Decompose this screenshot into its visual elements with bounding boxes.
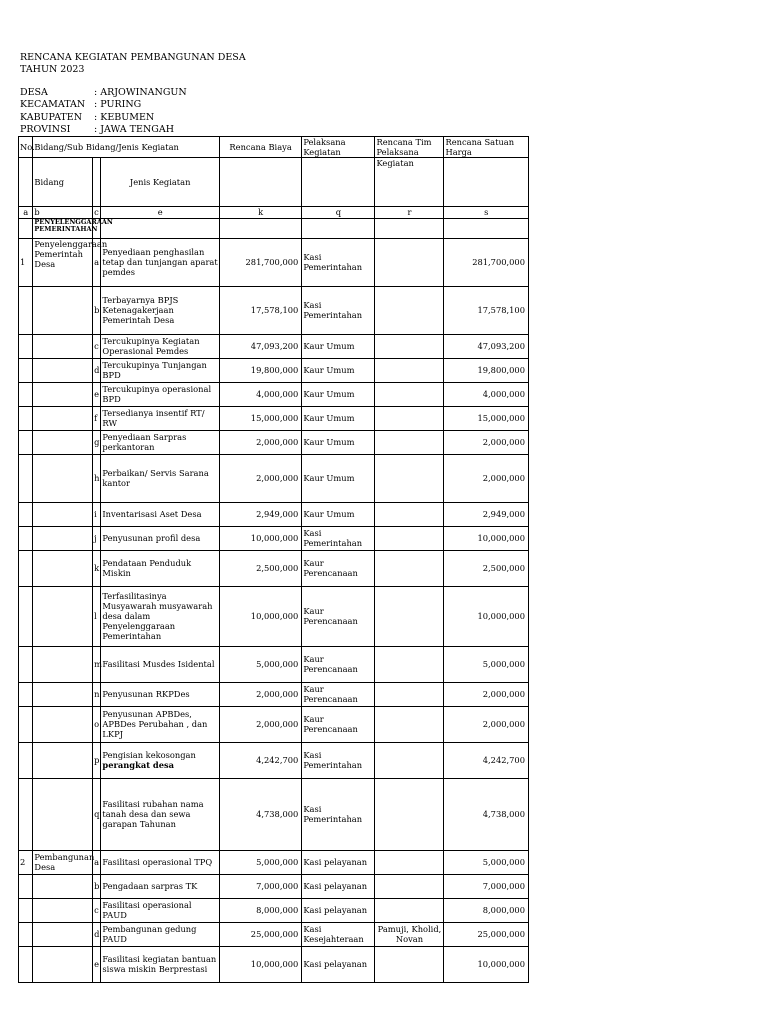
table-row [19,430,529,454]
activity-name-text: Penyusunan APBDes, APBDes Perubahan , dan LKPJ [102,708,208,740]
activity-executor: Kasi Pemerintahan [302,238,375,286]
activity-unit-price: 2,949,000 [444,502,529,526]
empty-cell [19,358,33,382]
table-row [19,946,529,982]
activity-team [375,646,444,682]
sub-letter: g [93,430,101,454]
empty-cell [33,586,93,646]
activity-unit-price: 15,000,000 [444,406,529,430]
info-value: : KEBUMEN [94,111,155,123]
activity-team [375,238,444,286]
section-row [19,218,529,238]
activity-name [101,238,220,286]
activity-cost: 2,000,000 [219,430,301,454]
sub-letter: q [93,778,101,850]
activity-executor: Kasi Pemerintahan [302,526,375,550]
activity-executor: Kasi Pemerintahan [302,778,375,850]
activity-name-bold: perangkat desa [102,760,175,771]
empty-cell [302,218,375,238]
sub-letter: k [93,550,101,586]
activity-unit-price: 5,000,000 [444,850,529,874]
empty-cell [19,502,33,526]
empty-cell [19,382,33,406]
activity-unit-price: 2,500,000 [444,550,529,586]
empty-cell [33,550,93,586]
activity-unit-price: 5,000,000 [444,646,529,682]
info-row-kabupaten [20,112,187,124]
activity-cost: 17,578,100 [219,286,301,334]
sub-letter: n [93,682,101,706]
activity-name [101,850,220,874]
empty-cell [19,430,33,454]
activity-cost: 10,000,000 [219,586,301,646]
activity-unit-price: 10,000,000 [444,526,529,550]
activity-team [375,550,444,586]
activity-name [101,286,220,334]
activity-name-text: Tercukupinya Tunjangan BPD [102,359,207,381]
activity-cost: 2,000,000 [219,706,301,742]
sub-letter: c [93,334,101,358]
activity-cost: 8,000,000 [219,898,301,922]
table-row [19,646,529,682]
info-value: : ARJOWINANGUN [94,87,187,98]
activity-unit-price: 17,578,100 [444,286,529,334]
activity-name-text: Perbaikan/ Servis Sarana kantor [102,467,209,489]
activity-executor: Kaur Umum [302,406,375,430]
empty-cell [33,286,93,334]
code-cell: s [444,207,529,218]
activity-team [375,454,444,502]
activity-name-text: Fasilitasi operasional TPQ [102,857,213,867]
table-row [19,382,529,406]
sub-letter: l [93,586,101,646]
subheader-sub-cell [93,158,101,207]
activity-name-text: Fasilitasi rubahan nama tanah desa dan sewa garapan Tahunan [102,798,204,830]
code-cell: c [93,207,101,218]
table-row [19,586,529,646]
activity-name-text: Terfasilitasinya Musyawarah musyawarah desa dalam Penyelenggaraan Pemerintahan [102,590,213,642]
sub-letter: d [93,922,101,946]
empty-cell [33,334,93,358]
empty-cell [33,358,93,382]
sub-letter: d [93,358,101,382]
activity-name [101,946,220,982]
table-row [19,682,529,706]
empty-cell [19,646,33,682]
activity-cost: 281,700,000 [219,238,301,286]
activity-name-text: Pembangunan gedung PAUD [102,923,197,945]
activity-cost: 4,242,700 [219,742,301,778]
sub-letter: b [93,286,101,334]
activity-team [375,406,444,430]
activity-name-text: Inventarisasi Aset Desa [102,509,202,519]
activity-executor: Kasi pelayanan [302,874,375,898]
group-number: 1 [19,238,33,286]
activity-team [375,850,444,874]
empty-cell [33,742,93,778]
empty-cell [33,502,93,526]
activity-name-text: Penyediaan Sarpras perkantoran [102,431,187,453]
activity-table [18,136,529,983]
activity-team [375,946,444,982]
document-header [20,52,246,76]
table-row [19,742,529,778]
header-no: No. [19,137,33,158]
empty-cell [19,874,33,898]
activity-unit-price: 2,000,000 [444,706,529,742]
activity-executor: Kasi pelayanan [302,946,375,982]
table-header-row [19,137,529,158]
activity-unit-price: 10,000,000 [444,946,529,982]
activity-team [375,778,444,850]
activity-executor: Kasi pelayanan [302,850,375,874]
table-row [19,850,529,874]
code-cell: k [219,207,301,218]
empty-cell [19,454,33,502]
sub-letter: p [93,742,101,778]
activity-name [101,358,220,382]
activity-unit-price: 7,000,000 [444,874,529,898]
activity-team [375,742,444,778]
code-cell: q [302,207,375,218]
info-label: DESA [20,87,48,98]
header-tim-text: Rencana Tim Pelaksana Kegiatan [376,137,432,168]
activity-unit-price: 4,242,700 [444,742,529,778]
empty-cell [19,550,33,586]
activity-name [101,586,220,646]
empty-cell [375,218,444,238]
code-cell: e [101,207,220,218]
header-satuan: Rencana Satuan Harga [444,137,529,158]
activity-cost: 19,800,000 [219,358,301,382]
group-bidang: Penyelenggaraan Pemerintah Desa [33,238,93,286]
activity-name [101,922,220,946]
sub-letter: h [93,454,101,502]
info-value: : JAWA TENGAH [94,123,174,135]
empty-cell [19,286,33,334]
empty-cell [19,706,33,742]
empty-cell [33,646,93,682]
table-row [19,706,529,742]
empty-cell [19,406,33,430]
activity-cost: 2,000,000 [219,454,301,502]
activity-team [375,334,444,358]
table-row [19,874,529,898]
activity-name [101,706,220,742]
empty-cell [19,898,33,922]
activity-cost: 5,000,000 [219,646,301,682]
empty-cell [19,682,33,706]
activity-name [101,454,220,502]
group-number: 2 [19,850,33,874]
table-row [19,922,529,946]
info-label: PROVINSI [20,123,71,135]
activity-executor: Kaur Umum [302,430,375,454]
info-value: : PURING [94,99,142,111]
activity-team: Pamuji, Kholid, Novan [375,922,444,946]
activity-executor: Kaur Perencanaan [302,586,375,646]
subheader-no-cell [19,158,33,207]
activity-team [375,898,444,922]
activity-executor: Kaur Umum [302,334,375,358]
activity-cost: 47,093,200 [219,334,301,358]
activity-unit-price: 2,000,000 [444,430,529,454]
activity-team [375,358,444,382]
activity-team [375,382,444,406]
activity-name-text: Tersedianya insentif RT/ RW [102,407,205,429]
section-label-cell [33,217,113,238]
activity-name-text: Penyusunan RKPDes [102,689,190,699]
sub-letter: b [93,874,101,898]
activity-executor: Kaur Perencanaan [302,646,375,682]
activity-unit-price: 25,000,000 [444,922,529,946]
activity-name-text: Tercukupinya operasional BPD [102,383,212,405]
activity-unit-price: 47,093,200 [444,334,529,358]
empty-cell [219,218,301,238]
empty-cell [33,430,93,454]
activity-name-text: Pengadaan sarpras TK [102,881,198,891]
section-label: PENYELENGGARAAN PEMERINTAHAN [34,217,113,233]
activity-executor: Kaur Umum [302,502,375,526]
activity-name [101,898,220,922]
table-subheader-row [19,158,529,207]
activity-executor: Kaur Perencanaan [302,682,375,706]
empty-cell [444,218,529,238]
activity-unit-price: 2,000,000 [444,454,529,502]
empty-cell [33,922,93,946]
activity-cost: 2,000,000 [219,682,301,706]
empty-cell [33,706,93,742]
empty-cell [19,218,33,238]
sub-letter: i [93,502,101,526]
activity-name [101,778,220,850]
table-row [19,550,529,586]
table-row [19,358,529,382]
activity-unit-price: 4,000,000 [444,382,529,406]
sub-letter: m [93,646,101,682]
activity-cost: 10,000,000 [219,946,301,982]
table-row [19,526,529,550]
activity-unit-price: 19,800,000 [444,358,529,382]
activity-cost: 7,000,000 [219,874,301,898]
column-code-row [19,207,529,218]
info-label: KABUPATEN [20,111,83,123]
activity-name [101,682,220,706]
activity-name [101,406,220,430]
activity-name [101,874,220,898]
activity-unit-price: 2,000,000 [444,682,529,706]
activity-executor: Kaur Umum [302,358,375,382]
activity-team [375,874,444,898]
header-pelaksana: Pelaksana Kegiatan [302,137,375,158]
info-row-kecamatan [20,99,187,111]
document-title: RENCANA KEGIATAN PEMBANGUNAN DESA [20,52,246,63]
empty-cell [19,526,33,550]
activity-team [375,526,444,550]
header-tim [375,137,444,168]
empty-cell [33,898,93,922]
activity-name-text: Fasilitasi operasional PAUD [102,899,192,921]
table-row [19,502,529,526]
header-biaya: Rencana Biaya [219,137,301,158]
subheader-bidang: Bidang [33,158,93,207]
sub-letter: j [93,526,101,550]
activity-name [101,526,220,550]
empty-cell [19,922,33,946]
sub-letter: o [93,706,101,742]
table-row [19,406,529,430]
activity-executor: Kasi Pemerintahan [302,742,375,778]
activity-name [101,382,220,406]
document-year: TAHUN 2023 [20,64,85,75]
empty-cell [33,778,93,850]
activity-cost: 4,000,000 [219,382,301,406]
empty-cell [19,778,33,850]
activity-cost: 25,000,000 [219,922,301,946]
activity-cost: 15,000,000 [219,406,301,430]
location-info [20,87,187,136]
table-row [19,238,529,286]
code-cell: b [33,207,93,218]
activity-executor: Kasi pelayanan [302,898,375,922]
subheader-jenis: Jenis Kegiatan [101,158,220,207]
activity-unit-price: 281,700,000 [444,238,529,286]
activity-name [101,550,220,586]
activity-name-text: Tercukupinya Kegiatan Operasional Pemdes [102,335,200,357]
activity-name [101,502,220,526]
table-row [19,898,529,922]
code-cell: a [19,207,33,218]
empty-cell [19,334,33,358]
sub-letter: a [93,850,101,874]
activity-executor: Kaur Perencanaan [302,706,375,742]
activity-team [375,286,444,334]
activity-name-text: Penyediaan penghasilan tetap dan tunjangan aparat pemdes [102,246,218,278]
table-row [19,454,529,502]
activity-team [375,430,444,454]
empty-cell [33,406,93,430]
empty-cell [33,682,93,706]
activity-cost: 2,500,000 [219,550,301,586]
empty-cell [19,946,33,982]
empty-cell [33,874,93,898]
activity-executor: Kasi Pemerintahan [302,286,375,334]
sub-letter: e [93,946,101,982]
sub-letter: f [93,406,101,430]
activity-team [375,586,444,646]
activity-executor: Kaur Perencanaan [302,550,375,586]
activity-executor: Kaur Umum [302,382,375,406]
info-label: KECAMATAN [20,99,86,111]
activity-name-text: Fasilitasi Musdes Isidental [102,659,215,669]
activity-name [101,646,220,682]
empty-cell [302,158,375,207]
empty-cell [33,454,93,502]
activity-executor: Kaur Umum [302,454,375,502]
group-bidang: Pembangunan Desa [34,851,95,873]
activity-cost: 2,949,000 [219,502,301,526]
activity-team [375,682,444,706]
empty-cell [33,382,93,406]
empty-cell [219,158,301,207]
activity-unit-price: 10,000,000 [444,586,529,646]
empty-cell [33,946,93,982]
empty-cell [19,742,33,778]
table-row [19,286,529,334]
activity-name [101,742,220,778]
activity-name-text: Terbayarnya BPJS Ketenagakerjaan Pemerintah Desa [102,294,179,326]
empty-cell [101,218,220,238]
info-row-desa [20,87,187,99]
activity-team [375,502,444,526]
info-row-provinsi [20,124,187,136]
sub-letter: a [93,238,101,286]
activity-name-text: Pendataan Penduduk Miskin [102,557,192,579]
activity-name-text: Pengisian kekosongan [102,749,196,760]
activity-cost: 5,000,000 [219,850,301,874]
activity-team [375,706,444,742]
code-cell: r [375,207,444,218]
activity-name-text: Fasilitasi kegiatan bantuan siswa miskin Berprestasi [102,953,217,975]
activity-name [101,334,220,358]
header-bidang-sub: Bidang/Sub Bidang/Jenis Kegiatan [33,137,219,158]
table-row [19,334,529,358]
activity-unit-price: 4,738,000 [444,778,529,850]
empty-cell [33,526,93,550]
activity-name-text: Penyusunan profil desa [102,533,201,543]
activity-cost: 10,000,000 [219,526,301,550]
activity-unit-price: 8,000,000 [444,898,529,922]
table-row [19,778,529,850]
sub-letter: c [93,898,101,922]
activity-cost: 4,738,000 [219,778,301,850]
empty-cell [444,158,529,207]
empty-cell [19,586,33,646]
activity-executor: Kasi Kesejahteraan [302,922,375,946]
sub-letter: e [93,382,101,406]
activity-name [101,430,220,454]
